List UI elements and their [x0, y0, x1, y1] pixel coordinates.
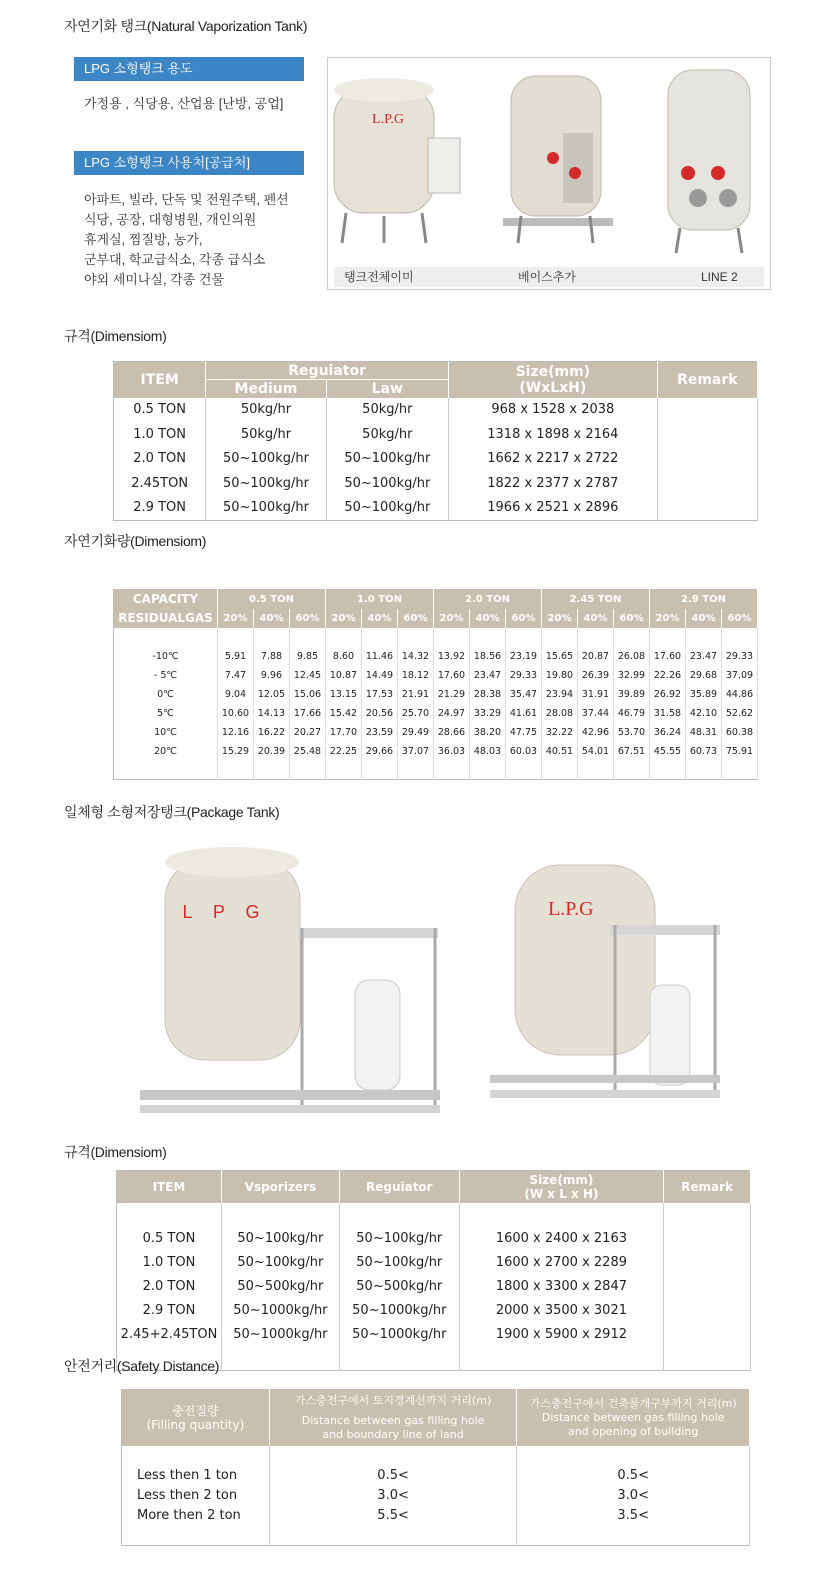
cell-vapor-value: 47.75	[506, 723, 542, 742]
cell-temperature: - 5℃	[114, 666, 218, 685]
cell-vapor-value: 14.32	[398, 647, 434, 666]
table-row	[122, 1466, 750, 1486]
cell-vapor-value: 52.62	[722, 704, 758, 723]
cell-vapor-value: 20.27	[290, 723, 326, 742]
cell-vapor-value: 60.38	[722, 723, 758, 742]
cell-remark	[664, 1323, 751, 1347]
cell-vapor-value: 9.85	[290, 647, 326, 666]
cell-temperature: -10℃	[114, 647, 218, 666]
cell-vapor-value: 35.47	[506, 685, 542, 704]
cell-medium: 50~100kg/hr	[206, 496, 326, 521]
cell-vapor-value: 19.80	[542, 666, 578, 685]
cell-filling: Less then 1 ton	[122, 1466, 270, 1486]
cell-vapor-value: 15.29	[218, 742, 254, 761]
th-size-label: Size(mm)	[529, 1172, 594, 1187]
cell-building: 0.5<	[517, 1466, 750, 1486]
cell-vapor-value: 14.13	[254, 704, 290, 723]
cell-vapor-value: 23.59	[362, 723, 398, 742]
th-boundary-en1: Distance between gas filling hole	[301, 1413, 485, 1427]
cell-vapor-value: 17.60	[434, 666, 470, 685]
table-row	[114, 685, 758, 704]
cell-remark	[664, 1299, 751, 1323]
cell-size: 1966 x 2521 x 2896	[449, 496, 658, 521]
cell-vapor-value: 12.05	[254, 685, 290, 704]
th-capacity-1: 1.0 TON	[326, 590, 434, 609]
table-row	[114, 398, 758, 423]
users-list	[84, 190, 289, 290]
table-row	[114, 704, 758, 723]
cell-vapor-value: 60.73	[686, 742, 722, 761]
caption-2: 베이스추가	[518, 270, 576, 284]
th-vaporizers: Vsporizers	[221, 1171, 339, 1203]
th-regulator: Reguiator	[339, 1171, 459, 1203]
package-label-right: L.P.G	[548, 898, 594, 920]
th-percent: 40%	[254, 609, 290, 628]
th-building-kr: 가스충전구에서 건축물개구부까지 거리(m)	[529, 1396, 737, 1410]
cell-vapor-value: 36.03	[434, 742, 470, 761]
cell-medium: 50~100kg/hr	[206, 471, 326, 496]
th-capacity-0: 0.5 TON	[218, 590, 326, 609]
th-building	[517, 1390, 750, 1446]
table-row	[114, 471, 758, 496]
cell-vapor-value: 33.29	[470, 704, 506, 723]
cell-vapor-value: 60.03	[506, 742, 542, 761]
cell-boundary: 5.5<	[269, 1506, 517, 1526]
package-tank-photo-right	[490, 865, 720, 1098]
cell-vapor-value: 25.70	[398, 704, 434, 723]
cell-vapor-value: 8.60	[326, 647, 362, 666]
cell-vapor-value: 17.70	[326, 723, 362, 742]
cell-vapor-value: 31.91	[578, 685, 614, 704]
cell-vaporizers: 50~1000kg/hr	[221, 1323, 339, 1347]
cell-vapor-value: 48.03	[470, 742, 506, 761]
table-row	[114, 723, 758, 742]
cell-regulator: 50~500kg/hr	[339, 1275, 459, 1299]
cell-vapor-value: 10.60	[218, 704, 254, 723]
cell-vapor-value: 18.12	[398, 666, 434, 685]
cell-vapor-value: 26.92	[650, 685, 686, 704]
cell-vapor-value: 45.55	[650, 742, 686, 761]
cell-remark	[657, 471, 757, 496]
cell-vapor-value: 48.31	[686, 723, 722, 742]
cell-filling: Less then 2 ton	[122, 1486, 270, 1506]
cell-vapor-value: 23.94	[542, 685, 578, 704]
th-item: ITEM	[114, 362, 206, 398]
cell-vapor-value: 28.38	[470, 685, 506, 704]
cell-vapor-value: 29.49	[398, 723, 434, 742]
cell-vapor-value: 29.33	[722, 647, 758, 666]
cell-vapor-value: 16.22	[254, 723, 290, 742]
cell-remark	[657, 447, 757, 472]
spec-table-2	[116, 1170, 751, 1371]
cell-regulator: 50~1000kg/hr	[339, 1299, 459, 1323]
th-percent: 20%	[542, 609, 578, 628]
cell-regulator: 50~100kg/hr	[339, 1227, 459, 1251]
th-size	[459, 1171, 663, 1203]
th-size	[449, 362, 658, 398]
users-heading: LPG 소형탱크 사용처[공급처]	[74, 151, 304, 175]
table-row	[117, 1275, 751, 1299]
th-percent: 40%	[686, 609, 722, 628]
section-title-package: 일체형 소형저장탱크(Package Tank)	[64, 804, 280, 820]
cell-vapor-value: 9.04	[218, 685, 254, 704]
table-row	[114, 447, 758, 472]
cell-item: 2.9 TON	[114, 496, 206, 521]
cell-temperature: 10℃	[114, 723, 218, 742]
cell-vapor-value: 37.09	[722, 666, 758, 685]
th-percent: 20%	[434, 609, 470, 628]
cell-item: 2.45+2.45TON	[117, 1323, 222, 1347]
th-boundary-en2: and boundary line of land	[322, 1427, 464, 1441]
cell-temperature: 20℃	[114, 742, 218, 761]
cell-size: 1600 x 2700 x 2289	[459, 1251, 663, 1275]
cell-size: 1600 x 2400 x 2163	[459, 1227, 663, 1251]
th-size-sub: (WxLxH)	[519, 379, 587, 396]
cell-vapor-value: 42.10	[686, 704, 722, 723]
cell-vapor-value: 23.19	[506, 647, 542, 666]
cell-vapor-value: 41.61	[506, 704, 542, 723]
cell-temperature: 5℃	[114, 704, 218, 723]
package-label-left: L P G	[182, 902, 268, 922]
cell-vapor-value: 54.01	[578, 742, 614, 761]
tank-photo-1	[334, 78, 460, 243]
cell-vapor-value: 22.25	[326, 742, 362, 761]
cell-vaporizers: 50~100kg/hr	[221, 1227, 339, 1251]
th-percent: 40%	[362, 609, 398, 628]
cell-medium: 50kg/hr	[206, 398, 326, 423]
cell-vapor-value: 29.68	[686, 666, 722, 685]
cell-medium: 50kg/hr	[206, 422, 326, 447]
cell-vapor-value: 18.56	[470, 647, 506, 666]
th-percent: 20%	[326, 609, 362, 628]
cell-remark	[664, 1227, 751, 1251]
th-building-en2: and opening of building	[568, 1424, 699, 1438]
package-tank-photos	[130, 840, 740, 1130]
th-residual: RESIDUALGAS	[114, 609, 218, 628]
cell-vapor-value: 20.56	[362, 704, 398, 723]
users-line: 식당, 공장, 대형병원, 개인의원	[84, 212, 257, 227]
users-line: 군부대, 학교급식소, 각종 급식소	[84, 252, 266, 267]
table-row	[114, 742, 758, 761]
table-row	[114, 647, 758, 666]
cell-item: 2.45TON	[114, 471, 206, 496]
cell-vapor-value: 13.92	[434, 647, 470, 666]
cell-medium: 50~100kg/hr	[206, 447, 326, 472]
users-line: 야외 세미나실, 각종 건물	[84, 272, 225, 287]
cell-vapor-value: 7.88	[254, 647, 290, 666]
cell-building: 3.0<	[517, 1486, 750, 1506]
section-title-vapor: 자연기화량(Dimensiom)	[64, 533, 207, 549]
cell-vapor-value: 5.91	[218, 647, 254, 666]
cell-vapor-value: 20.39	[254, 742, 290, 761]
cell-vapor-value: 15.42	[326, 704, 362, 723]
cell-vapor-value: 12.16	[218, 723, 254, 742]
th-percent: 40%	[578, 609, 614, 628]
tank-photo-panel	[327, 57, 771, 290]
th-capacity-2: 2.0 TON	[434, 590, 542, 609]
th-filling	[122, 1390, 270, 1446]
cell-vapor-value: 40.51	[542, 742, 578, 761]
users-line: 휴게실, 찜질방, 농가,	[84, 232, 203, 247]
th-medium: Medium	[206, 380, 326, 398]
cell-vapor-value: 15.65	[542, 647, 578, 666]
th-percent: 40%	[470, 609, 506, 628]
th-percent: 20%	[650, 609, 686, 628]
tank-label-lpg: L.P.G	[372, 112, 404, 127]
th-filling-en: (Filling quantity)	[146, 1417, 245, 1432]
cell-vapor-value: 10.87	[326, 666, 362, 685]
th-capacity-3: 2.45 TON	[542, 590, 650, 609]
cell-vapor-value: 24.97	[434, 704, 470, 723]
cell-item: 2.0 TON	[117, 1275, 222, 1299]
cell-regulator: 50~1000kg/hr	[339, 1323, 459, 1347]
cell-size: 2000 x 3500 x 3021	[459, 1299, 663, 1323]
cell-vapor-value: 67.51	[614, 742, 650, 761]
cell-vapor-value: 23.47	[686, 647, 722, 666]
cell-building: 3.5<	[517, 1506, 750, 1526]
cell-vapor-value: 32.99	[614, 666, 650, 685]
cell-vapor-value: 21.29	[434, 685, 470, 704]
cell-boundary: 3.0<	[269, 1486, 517, 1506]
cell-vapor-value: 23.47	[470, 666, 506, 685]
cell-vapor-value: 17.66	[290, 704, 326, 723]
cell-vapor-value: 36.24	[650, 723, 686, 742]
th-percent: 60%	[506, 609, 542, 628]
th-building-en1: Distance between gas filling hole	[541, 1410, 725, 1424]
cell-item: 2.9 TON	[117, 1299, 222, 1323]
table-row	[114, 496, 758, 521]
package-tank-photo-left	[140, 847, 440, 1113]
th-percent: 60%	[614, 609, 650, 628]
cell-size: 1318 x 1898 x 2164	[449, 422, 658, 447]
cell-vaporizers: 50~1000kg/hr	[221, 1299, 339, 1323]
cell-item: 0.5 TON	[117, 1227, 222, 1251]
cell-remark	[657, 422, 757, 447]
cell-remark	[657, 496, 757, 521]
cell-remark	[657, 398, 757, 423]
cell-vapor-value: 28.08	[542, 704, 578, 723]
cell-vapor-value: 17.53	[362, 685, 398, 704]
th-remark: Remark	[657, 362, 757, 398]
cell-vaporizers: 50~100kg/hr	[221, 1251, 339, 1275]
cell-vapor-value: 28.66	[434, 723, 470, 742]
cell-boundary: 0.5<	[269, 1466, 517, 1486]
section-title-spec2: 규격(Dimensiom)	[64, 1144, 167, 1160]
cell-vapor-value: 22.26	[650, 666, 686, 685]
cell-regulator: 50~100kg/hr	[339, 1251, 459, 1275]
table-row	[114, 666, 758, 685]
th-percent: 60%	[290, 609, 326, 628]
cell-law: 50~100kg/hr	[326, 496, 448, 521]
th-size-sub: (W x L x H)	[524, 1186, 599, 1201]
cell-law: 50~100kg/hr	[326, 471, 448, 496]
cell-size: 968 x 1528 x 2038	[449, 398, 658, 423]
tank-photos	[328, 58, 770, 269]
th-size-label: Size(mm)	[515, 363, 591, 380]
section-title-natural-tank: 자연기화 탱크(Natural Vaporization Tank)	[64, 18, 308, 34]
cell-size: 1662 x 2217 x 2722	[449, 447, 658, 472]
cell-remark	[664, 1251, 751, 1275]
cell-vapor-value: 15.06	[290, 685, 326, 704]
tank-photo-3	[668, 70, 750, 253]
tank-photo-2	[503, 76, 613, 243]
cell-filling: More then 2 ton	[122, 1506, 270, 1526]
table-row	[117, 1323, 751, 1347]
vaporization-table	[113, 589, 758, 780]
cell-vapor-value: 37.44	[578, 704, 614, 723]
cell-vapor-value: 17.60	[650, 647, 686, 666]
th-percent: 60%	[398, 609, 434, 628]
cell-size: 1822 x 2377 x 2787	[449, 471, 658, 496]
cell-item: 0.5 TON	[114, 398, 206, 423]
cell-law: 50~100kg/hr	[326, 447, 448, 472]
cell-size: 1900 x 5900 x 2912	[459, 1323, 663, 1347]
cell-size: 1800 x 3300 x 2847	[459, 1275, 663, 1299]
photo-captions	[334, 267, 764, 287]
cell-item: 1.0 TON	[117, 1251, 222, 1275]
cell-vapor-value: 29.66	[362, 742, 398, 761]
cell-vapor-value: 29.33	[506, 666, 542, 685]
table-row	[117, 1227, 751, 1251]
table-row	[114, 422, 758, 447]
section-title-safety: 안전거리(Safety Distance)	[64, 1358, 220, 1374]
th-regulator: Reguiator	[206, 362, 449, 380]
cell-vapor-value: 20.87	[578, 647, 614, 666]
caption-1: 탱크전체이미	[344, 270, 414, 284]
cell-vapor-value: 13.15	[326, 685, 362, 704]
cell-vapor-value: 53.70	[614, 723, 650, 742]
cell-vapor-value: 44.86	[722, 685, 758, 704]
section-title-spec1: 규격(Dimensiom)	[64, 328, 167, 344]
cell-vapor-value: 37.07	[398, 742, 434, 761]
cell-temperature: 0℃	[114, 685, 218, 704]
cell-item: 2.0 TON	[114, 447, 206, 472]
cell-vaporizers: 50~500kg/hr	[221, 1275, 339, 1299]
table-row	[122, 1486, 750, 1506]
table-row	[117, 1251, 751, 1275]
th-law: Law	[326, 380, 448, 398]
cell-vapor-value: 26.39	[578, 666, 614, 685]
th-boundary	[269, 1390, 517, 1446]
th-capacity: CAPACITY	[114, 590, 218, 609]
caption-3: LINE 2	[701, 270, 738, 284]
cell-remark	[664, 1275, 751, 1299]
cell-vapor-value: 7.47	[218, 666, 254, 685]
cell-law: 50kg/hr	[326, 398, 448, 423]
usage-heading: LPG 소형탱크 용도	[74, 57, 304, 81]
cell-law: 50kg/hr	[326, 422, 448, 447]
cell-vapor-value: 14.49	[362, 666, 398, 685]
th-capacity-4: 2.9 TON	[650, 590, 758, 609]
cell-vapor-value: 11.46	[362, 647, 398, 666]
th-boundary-kr: 가스충전구에서 토지경계선까지 거리(m)	[294, 1393, 492, 1407]
th-filling-kr: 충전질량	[172, 1403, 219, 1418]
safety-table	[121, 1389, 750, 1546]
cell-vapor-value: 39.89	[614, 685, 650, 704]
cell-vapor-value: 9.96	[254, 666, 290, 685]
usage-text: 가정용 , 식당용, 산업용 [난방, 공업]	[84, 96, 284, 111]
cell-vapor-value: 26.08	[614, 647, 650, 666]
users-line: 아파트, 빌라, 단독 및 전원주택, 펜션	[84, 192, 289, 207]
cell-item: 1.0 TON	[114, 422, 206, 447]
cell-vapor-value: 75.91	[722, 742, 758, 761]
cell-vapor-value: 31.58	[650, 704, 686, 723]
spec-table-1	[113, 361, 758, 521]
cell-vapor-value: 35.89	[686, 685, 722, 704]
cell-vapor-value: 42.96	[578, 723, 614, 742]
th-percent: 60%	[722, 609, 758, 628]
cell-vapor-value: 46.79	[614, 704, 650, 723]
table-row	[117, 1299, 751, 1323]
th-remark: Remark	[664, 1171, 751, 1203]
cell-vapor-value: 12.45	[290, 666, 326, 685]
table-row	[122, 1506, 750, 1526]
cell-vapor-value: 38.20	[470, 723, 506, 742]
cell-vapor-value: 21.91	[398, 685, 434, 704]
cell-vapor-value: 25.48	[290, 742, 326, 761]
th-item: ITEM	[117, 1171, 222, 1203]
cell-vapor-value: 32.22	[542, 723, 578, 742]
th-percent: 20%	[218, 609, 254, 628]
